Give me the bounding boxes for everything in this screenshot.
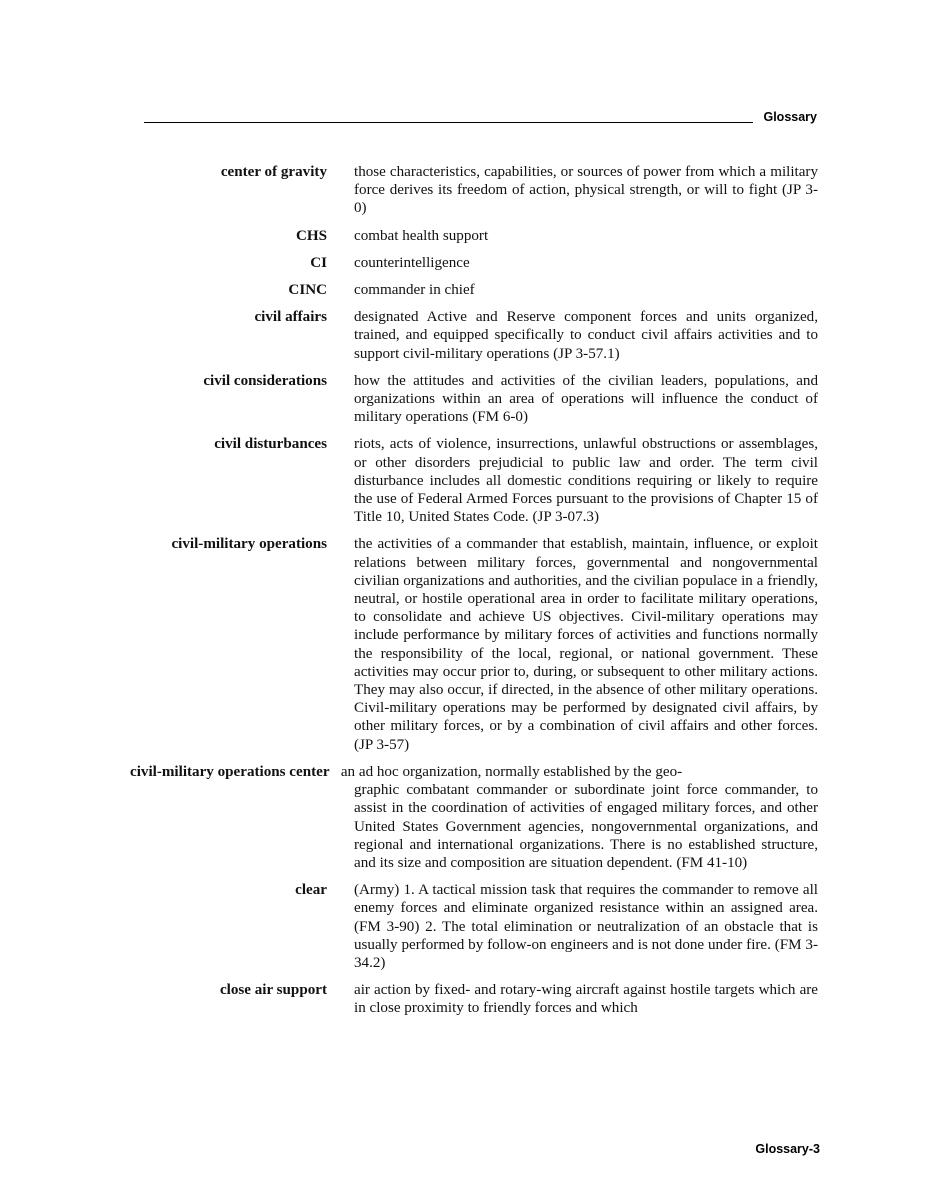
glossary-term: CHS xyxy=(295,227,327,244)
glossary-entry xyxy=(130,163,818,218)
glossary-entry xyxy=(130,763,818,872)
glossary-entry xyxy=(130,981,818,1017)
glossary-definition: air action by fixed- and rotary-wing aircraft against hostile targets which are in close proximity to friendly forces and which xyxy=(354,982,818,1017)
glossary-definition-continued: graphic combatant commander or subordinate joint force commander, to assist in the coordination of activities of engaged military forces, and other United States Government agencies, nongovernmental organizations, and regional and international organizations. There is no established structure, and its size and composition are situation dependent. (FM 41-10) xyxy=(354,782,818,871)
glossary-definition: those characteristics, capabilities, or sources of power from which a military force derives its freedom of action, physical strength, or will to fight (JP 3-0) xyxy=(354,164,818,217)
glossary-definition: the activities of a commander that establish, maintain, influence, or exploit relations between military forces, governmental and nongovernmental civilian organizations and authorities, and the civilian populace in a friendly, neutral, or hostile operational area in order to facilitate military operations, to consolidate and achieve US objectives. Civil-military operations may include performance by military forces of activities and functions normally the responsibility of the local, regional, or national government. These activities may occur prior to, during, or subsequent to other military actions. They may also occur, if directed, in the absence of other military operations. Civil-military operations may be performed by designated civil affairs, by other military forces, or by a combination of civil affairs and other forces. (JP 3-57) xyxy=(354,536,818,753)
running-header: Glossary xyxy=(763,110,817,124)
glossary-term: civil affairs xyxy=(254,309,327,326)
glossary-entry xyxy=(130,281,818,299)
glossary-definition: commander in chief xyxy=(354,282,475,299)
glossary-term: civil-military operations center xyxy=(130,763,330,780)
glossary-entry xyxy=(130,372,818,427)
glossary-entry xyxy=(130,881,818,972)
header-rule xyxy=(144,122,753,123)
glossary-term: close air support xyxy=(219,982,327,999)
glossary-term: civil considerations xyxy=(203,372,327,389)
glossary-entry xyxy=(130,308,818,363)
page-number: Glossary-3 xyxy=(755,1142,820,1156)
glossary-entry xyxy=(130,254,818,272)
glossary-definition: combat health support xyxy=(354,227,489,244)
glossary-definition: riots, acts of violence, insurrections, unlawful obstructions or assemblages, or other disorders prejudicial to public law and order. The term civil disturbance includes all domestic conditions requiring or likely to require the use of Federal Armed Forces pursuant to the provisions of Chapter 15 of Title 10, United States Code. (JP 3-07.3) xyxy=(354,436,818,526)
glossary-definition: designated Active and Reserve component forces and units organized, trained, and equipped specifically to conduct civil affairs activities and to support civil-military operations (JP 3-57.1) xyxy=(354,309,818,362)
glossary-term: civil disturbances xyxy=(214,436,327,453)
glossary-definition: counterintelligence xyxy=(354,254,470,271)
glossary-term: CINC xyxy=(288,282,327,299)
glossary-term: center of gravity xyxy=(220,164,327,180)
glossary-entry xyxy=(130,535,818,753)
glossary-entries xyxy=(130,163,818,1027)
glossary-definition: how the attitudes and activities of the civilian leaders, populations, and organizations within an area of operations will influence the conduct of military operations (FM 6-0) xyxy=(354,372,818,426)
glossary-entry xyxy=(130,435,818,526)
glossary-term: clear xyxy=(295,882,327,899)
glossary-definition xyxy=(130,764,818,872)
glossary-entry xyxy=(130,227,818,245)
glossary-definition-first-line: an ad hoc organization, normally established by the geo- xyxy=(340,763,683,780)
glossary-term: civil-military operations xyxy=(171,536,327,553)
glossary-definition: (Army) 1. A tactical mission task that requires the commander to remove all enemy forces and eliminate organized resistance within an assigned area. (FM 3-90) 2. The total elimination or neutralization of an obstacle that is usually performed by follow-on engineers and is not done under fire. (FM 3-34.2) xyxy=(354,882,818,971)
glossary-term: CI xyxy=(310,254,327,271)
